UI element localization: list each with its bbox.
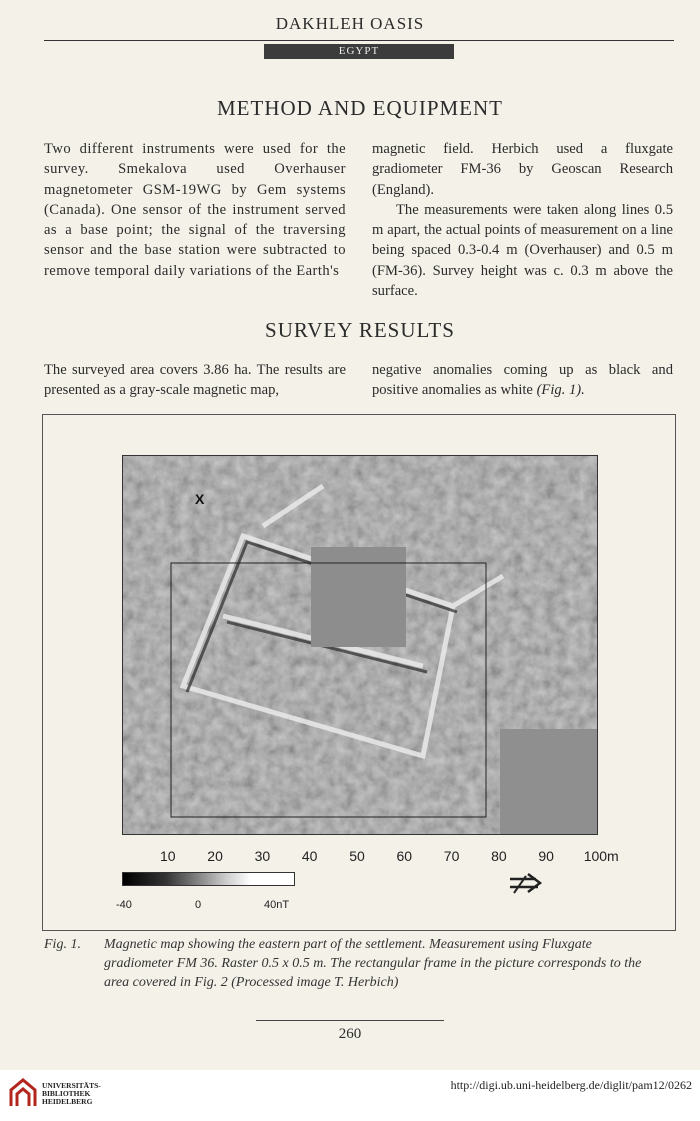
library-name-line3: HEIDELBERG bbox=[42, 1097, 93, 1106]
figure-reference: (Fig. 1). bbox=[536, 382, 585, 399]
x-tick-label: 50 bbox=[349, 848, 365, 864]
source-url-link[interactable]: http://digi.ub.uni-heidelberg.de/diglit/pam12/0262 bbox=[450, 1078, 692, 1092]
map-marker-x: X bbox=[195, 491, 205, 507]
university-library-logo bbox=[8, 1076, 38, 1110]
x-tick-label: 100m bbox=[583, 848, 619, 864]
x-tick-label: 30 bbox=[254, 848, 271, 864]
method-right-p2: The measurements were taken along lines 0.5 m apart, the actual points of measurement on a line being spaced 0.3-0.4 m (Overhauser) and 0.5 m (FM-36). Survey height was c. 0.3 m above the surface. bbox=[372, 201, 673, 300]
section-heading-results: SURVEY RESULTS bbox=[265, 318, 455, 342]
library-name bbox=[42, 1082, 101, 1106]
results-right-column bbox=[372, 360, 673, 401]
results-right-text: negative anomalies coming up as black and positive anomalies as white bbox=[372, 362, 673, 399]
results-right-para bbox=[372, 360, 673, 401]
x-tick-label: 70 bbox=[443, 848, 460, 864]
blank-area bbox=[311, 547, 406, 647]
north-arrow-icon bbox=[508, 873, 544, 897]
library-name-line1: UNIVERSITÄTS- bbox=[42, 1081, 101, 1090]
magnetic-map-image bbox=[123, 456, 597, 834]
method-left-column bbox=[44, 139, 346, 281]
running-header: DAKHLEH OASIS bbox=[275, 14, 425, 33]
magnetic-map bbox=[122, 455, 598, 835]
library-name-line2: BIBLIOTHEK bbox=[42, 1089, 91, 1098]
x-tick-label: 90 bbox=[538, 848, 554, 864]
colour-scale-bar bbox=[122, 872, 295, 886]
scale-label: 0 bbox=[195, 899, 202, 911]
method-right-p1: magnetic field. Herbich used a fluxgate gradiometer FM-36 by Geoscan Research (England). bbox=[372, 141, 673, 198]
x-tick-label: 10 bbox=[160, 848, 176, 864]
scale-label: -40 bbox=[116, 899, 132, 911]
page-number-rule bbox=[256, 1020, 444, 1021]
caption-label: Fig. 1. bbox=[44, 937, 81, 952]
caption-text: Magnetic map showing the eastern part of the settlement. Measurement using Fluxgate gradiometer FM 36. Raster 0.5 x 0.5 m. The rectangular frame in the picture corresponds to the area covered in Fig. 2 (Processed image T. Herbich) bbox=[104, 937, 642, 990]
results-left-text: The surveyed area covers 3.86 ha. The results are presented as a gray-scale magnetic map, bbox=[44, 362, 346, 399]
results-left-column bbox=[44, 360, 346, 401]
x-tick-label: 80 bbox=[491, 848, 507, 864]
method-left-text: Two different instruments were used for the survey. Smekalova used Overhauser magnetometer GSM-19WG by Gem systems (Canada). One sensor of the instrument served as a base point; the signal of the traversing sensor and the base station were subtracted to remove temporal daily variations of the Earth's bbox=[44, 141, 346, 279]
x-tick-label: 60 bbox=[396, 848, 413, 864]
page-number: 260 bbox=[338, 1026, 362, 1042]
method-right-column bbox=[372, 139, 673, 301]
blank-area-corner bbox=[500, 729, 597, 834]
section-heading-method: METHOD AND EQUIPMENT bbox=[217, 96, 503, 120]
x-tick-label: 40 bbox=[301, 848, 318, 864]
x-tick-label: 20 bbox=[207, 848, 223, 864]
header-rule bbox=[44, 40, 674, 41]
scale-label: 40nT bbox=[264, 899, 290, 911]
header-band: EGYPT bbox=[264, 44, 454, 59]
